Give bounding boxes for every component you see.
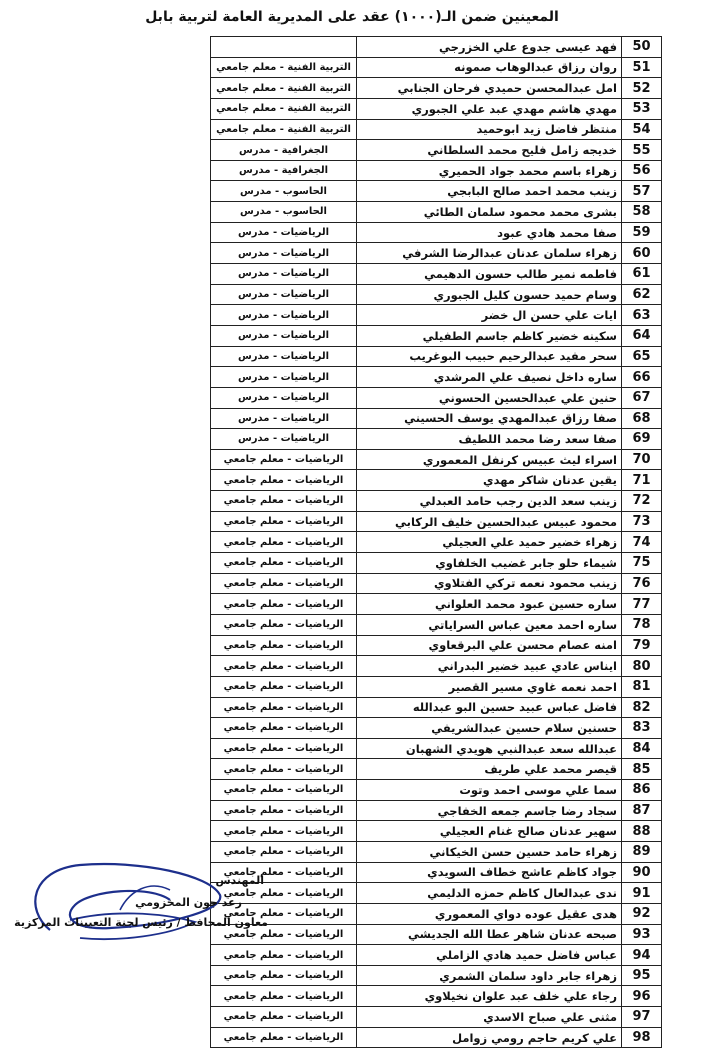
row-number-cell: 75 (622, 553, 662, 574)
name-cell: علي كريم حاجم رومي زوامل (357, 1027, 622, 1048)
table-row (211, 181, 662, 202)
row-number-cell: 53 (622, 98, 662, 119)
name-cell: سكينه خضير كاظم جاسم الطفيلي (357, 325, 622, 346)
table-row (211, 78, 662, 99)
specialization-cell: الجغرافية - مدرس (211, 140, 357, 161)
name-cell: قيصر محمد علي طريف (357, 759, 622, 780)
specialization-cell: الرياضيات - معلم جامعي (211, 532, 357, 553)
table-row (211, 738, 662, 759)
name-cell: امنه عصام محسن علي البرقعاوي (357, 635, 622, 656)
table-row (211, 305, 662, 326)
specialization-cell: الرياضيات - معلم جامعي (211, 1027, 357, 1048)
name-cell: فاضل عباس عبيد حسين البو عبدالله (357, 697, 622, 718)
name-cell: زهراء سلمان عدنان عبدالرضا الشرفي (357, 243, 622, 264)
table-row (211, 346, 662, 367)
table-row (211, 1027, 662, 1048)
specialization-cell: التربية الفنية - معلم جامعي (211, 98, 357, 119)
row-number-cell: 96 (622, 986, 662, 1007)
row-number-cell: 77 (622, 594, 662, 615)
table-row (211, 965, 662, 986)
row-number-cell: 67 (622, 387, 662, 408)
row-number-cell: 50 (622, 37, 662, 58)
specialization-cell: الرياضيات - معلم جامعي (211, 449, 357, 470)
name-cell: شيماء حلو جابر غضيب الخلفاوي (357, 553, 622, 574)
row-number-cell: 59 (622, 222, 662, 243)
specialization-cell: الرياضيات - مدرس (211, 408, 357, 429)
row-number-cell: 54 (622, 119, 662, 140)
name-cell: خديجه زامل فليح محمد السلطاني (357, 140, 622, 161)
specialization-cell: الرياضيات - معلم جامعي (211, 594, 357, 615)
specialization-cell: الرياضيات - معلم جامعي (211, 986, 357, 1007)
row-number-cell: 74 (622, 532, 662, 553)
row-number-cell: 58 (622, 202, 662, 223)
name-cell: حنين علي عبدالحسين الحسوني (357, 387, 622, 408)
signature-name: رعد جون المخزومي (135, 896, 242, 909)
row-number-cell: 65 (622, 346, 662, 367)
row-number-cell: 68 (622, 408, 662, 429)
specialization-cell: الرياضيات - مدرس (211, 429, 357, 450)
specialization-cell: الرياضيات - معلم جامعي (211, 862, 357, 883)
table-row (211, 986, 662, 1007)
specialization-cell: الرياضيات - معلم جامعي (211, 800, 357, 821)
name-cell: عباس فاضل حميد هادي الزاملي (357, 945, 622, 966)
specialization-cell: الرياضيات - مدرس (211, 264, 357, 285)
row-number-cell: 61 (622, 264, 662, 285)
table-row (211, 656, 662, 677)
row-number-cell: 89 (622, 841, 662, 862)
row-number-cell: 52 (622, 78, 662, 99)
specialization-cell: الرياضيات - مدرس (211, 243, 357, 264)
name-cell: فاطمه نمير طالب حسون الدهيمي (357, 264, 622, 285)
name-cell: ايناس عادي عبيد خضير البدراني (357, 656, 622, 677)
page-title: المعينين ضمن الـ(١٠٠٠) عقد على المديرية العامة لتربية بابل (145, 9, 559, 25)
name-cell: زهراء باسم محمد جواد الحميري (357, 160, 622, 181)
specialization-cell: الرياضيات - معلم جامعي (211, 656, 357, 677)
row-number-cell: 87 (622, 800, 662, 821)
name-cell: صفا رزاق عبدالمهدي يوسف الحسيني (357, 408, 622, 429)
specialization-cell: الرياضيات - معلم جامعي (211, 780, 357, 801)
table-row (211, 718, 662, 739)
name-cell: مثنى علي صباح الاسدي (357, 1007, 622, 1028)
name-cell: سهير عدنان صالح غنام العجيلي (357, 821, 622, 842)
signature-block (0, 850, 704, 960)
row-number-cell: 97 (622, 1007, 662, 1028)
row-number-cell: 81 (622, 676, 662, 697)
name-cell: ايات علي حسن ال خضر (357, 305, 622, 326)
table-row (211, 367, 662, 388)
table-row (211, 532, 662, 553)
specialization-cell: الرياضيات - معلم جامعي (211, 635, 357, 656)
name-cell: زهراء حامد حسين حسن الخيكاني (357, 841, 622, 862)
specialization-cell: الجغرافية - مدرس (211, 160, 357, 181)
specialization-cell: الرياضيات - معلم جامعي (211, 883, 357, 904)
row-number-cell: 76 (622, 573, 662, 594)
name-cell: وسام حميد حسون كليل الجبوري (357, 284, 622, 305)
table-row (211, 429, 662, 450)
specialization-cell: الرياضيات - معلم جامعي (211, 945, 357, 966)
table-row (211, 759, 662, 780)
table-row (211, 821, 662, 842)
name-cell: احمد نعمه غاوي مسير القصير (357, 676, 622, 697)
name-cell: سجاد رضا جاسم جمعه الخفاجي (357, 800, 622, 821)
name-cell: هدى عقيل عوده دواي المعموري (357, 903, 622, 924)
specialization-cell: الرياضيات - مدرس (211, 222, 357, 243)
name-cell: محمود عبيس عبدالحسين خليف الركابي (357, 511, 622, 532)
table-row (211, 98, 662, 119)
row-number-cell: 85 (622, 759, 662, 780)
row-number-cell: 82 (622, 697, 662, 718)
specialization-cell: الرياضيات - معلم جامعي (211, 841, 357, 862)
specialization-cell: الرياضيات - معلم جامعي (211, 903, 357, 924)
name-cell: سما علي موسى احمد وتوت (357, 780, 622, 801)
table-row (211, 511, 662, 532)
row-number-cell: 86 (622, 780, 662, 801)
table-row (211, 635, 662, 656)
row-number-cell: 79 (622, 635, 662, 656)
name-cell: حسنين سلام حسين عبدالشريفي (357, 718, 622, 739)
table-row (211, 408, 662, 429)
specialization-cell: الرياضيات - معلم جامعي (211, 491, 357, 512)
row-number-cell: 71 (622, 470, 662, 491)
table-row (211, 780, 662, 801)
name-cell: سحر مفيد عبدالرحيم حبيب البوغريب (357, 346, 622, 367)
table-row (211, 119, 662, 140)
specialization-cell: الرياضيات - معلم جامعي (211, 718, 357, 739)
name-cell: مهدي هاشم مهدي عبد علي الجبوري (357, 98, 622, 119)
name-cell: زهراء خضير حميد علي العجيلي (357, 532, 622, 553)
row-number-cell: 51 (622, 57, 662, 78)
row-number-cell: 55 (622, 140, 662, 161)
specialization-cell: الرياضيات - معلم جامعي (211, 821, 357, 842)
table-row (211, 325, 662, 346)
row-number-cell: 90 (622, 862, 662, 883)
specialization-cell: الرياضيات - معلم جامعي (211, 924, 357, 945)
specialization-cell: الرياضيات - مدرس (211, 367, 357, 388)
specialization-cell: الرياضيات - معلم جامعي (211, 553, 357, 574)
row-number-cell: 93 (622, 924, 662, 945)
table-row (211, 676, 662, 697)
row-number-cell: 57 (622, 181, 662, 202)
specialization-cell: الرياضيات - مدرس (211, 346, 357, 367)
name-cell: زينب محمد احمد صالح البابجي (357, 181, 622, 202)
name-cell: ساره حسين عبود محمد العلواني (357, 594, 622, 615)
row-number-cell: 60 (622, 243, 662, 264)
row-number-cell: 73 (622, 511, 662, 532)
specialization-cell: الرياضيات - معلم جامعي (211, 697, 357, 718)
name-cell: ندى عبدالعال كاظم حمزه الدليمي (357, 883, 622, 904)
name-cell: رجاء علي خلف عبد علوان نخيلاوي (357, 986, 622, 1007)
specialization-cell: الرياضيات - مدرس (211, 387, 357, 408)
row-number-cell: 88 (622, 821, 662, 842)
specialization-cell: الرياضيات - معلم جامعي (211, 676, 357, 697)
table-row (211, 140, 662, 161)
name-cell: روان رزاق عبدالوهاب صمونه (357, 57, 622, 78)
name-cell: زهراء جابر داود سلمان الشمري (357, 965, 622, 986)
row-number-cell: 64 (622, 325, 662, 346)
row-number-cell: 78 (622, 614, 662, 635)
signature-role: معاون المحافظ / رئيس لجنة التعيينات المركزية (14, 916, 268, 929)
specialization-cell: الرياضيات - مدرس (211, 284, 357, 305)
specialization-cell (211, 37, 357, 58)
table-row (211, 222, 662, 243)
table-row (211, 553, 662, 574)
name-cell: جواد كاظم عاشج خطاف السويدي (357, 862, 622, 883)
row-number-cell: 92 (622, 903, 662, 924)
name-cell: بشرى محمد محمود سلمان الطائي (357, 202, 622, 223)
table-row (211, 697, 662, 718)
name-cell: زينب سعد الدين رجب حامد العبدلي (357, 491, 622, 512)
name-cell: صفا سعد رضا محمد اللطيف (357, 429, 622, 450)
specialization-cell: الرياضيات - معلم جامعي (211, 1007, 357, 1028)
row-number-cell: 66 (622, 367, 662, 388)
table-row (211, 387, 662, 408)
table-row (211, 264, 662, 285)
name-cell: فهد عيسى جدوع علي الخزرجي (357, 37, 622, 58)
table-row (211, 800, 662, 821)
specialization-cell: الحاسوب - مدرس (211, 181, 357, 202)
row-number-cell: 91 (622, 883, 662, 904)
specialization-cell: الرياضيات - معلم جامعي (211, 573, 357, 594)
specialization-cell: الرياضيات - معلم جامعي (211, 965, 357, 986)
table-row (211, 37, 662, 58)
row-number-cell: 84 (622, 738, 662, 759)
specialization-cell: التربية الفنية - معلم جامعي (211, 57, 357, 78)
row-number-cell: 83 (622, 718, 662, 739)
row-number-cell: 69 (622, 429, 662, 450)
name-cell: اسراء ليث عبيس كرنفل المعموري (357, 449, 622, 470)
table-row (211, 491, 662, 512)
specialization-cell: الرياضيات - معلم جامعي (211, 738, 357, 759)
row-number-cell: 63 (622, 305, 662, 326)
specialization-cell: الرياضيات - مدرس (211, 305, 357, 326)
specialization-cell: الرياضيات - مدرس (211, 325, 357, 346)
table-row (211, 1007, 662, 1028)
table-row (211, 470, 662, 491)
name-cell: صبحه عدنان شاهر عطا الله الجديشي (357, 924, 622, 945)
table-row (211, 594, 662, 615)
specialization-cell: الحاسوب - مدرس (211, 202, 357, 223)
row-number-cell: 95 (622, 965, 662, 986)
name-cell: صفا محمد هادي عبود (357, 222, 622, 243)
specialization-cell: الرياضيات - معلم جامعي (211, 470, 357, 491)
name-cell: ساره احمد معين عباس السراياتي (357, 614, 622, 635)
name-cell: منتظر فاضل زيد ابوحميد (357, 119, 622, 140)
specialization-cell: الرياضيات - معلم جامعي (211, 511, 357, 532)
row-number-cell: 80 (622, 656, 662, 677)
row-number-cell: 62 (622, 284, 662, 305)
specialization-cell: التربية الفنية - معلم جامعي (211, 78, 357, 99)
name-cell: عبدالله سعد عبدالنبي هويدي الشهبان (357, 738, 622, 759)
row-number-cell: 70 (622, 449, 662, 470)
name-cell: امل عبدالمحسن حميدي فرحان الجنابي (357, 78, 622, 99)
row-number-cell: 56 (622, 160, 662, 181)
table-row (211, 284, 662, 305)
specialization-cell: التربية الفنية - معلم جامعي (211, 119, 357, 140)
signature-title: المهندس (215, 874, 264, 887)
row-number-cell: 94 (622, 945, 662, 966)
row-number-cell: 98 (622, 1027, 662, 1048)
table-row (211, 614, 662, 635)
name-cell: زينب محمود نعمه تركي الفتلاوي (357, 573, 622, 594)
specialization-cell: الرياضيات - معلم جامعي (211, 614, 357, 635)
table-row (211, 202, 662, 223)
name-cell: يقين عدنان شاكر مهدي (357, 470, 622, 491)
row-number-cell: 72 (622, 491, 662, 512)
table-row (211, 160, 662, 181)
specialization-cell: الرياضيات - معلم جامعي (211, 759, 357, 780)
name-cell: ساره داخل نصيف علي المرشدي (357, 367, 622, 388)
table-row (211, 243, 662, 264)
table-row (211, 57, 662, 78)
table-row (211, 573, 662, 594)
table-row (211, 449, 662, 470)
